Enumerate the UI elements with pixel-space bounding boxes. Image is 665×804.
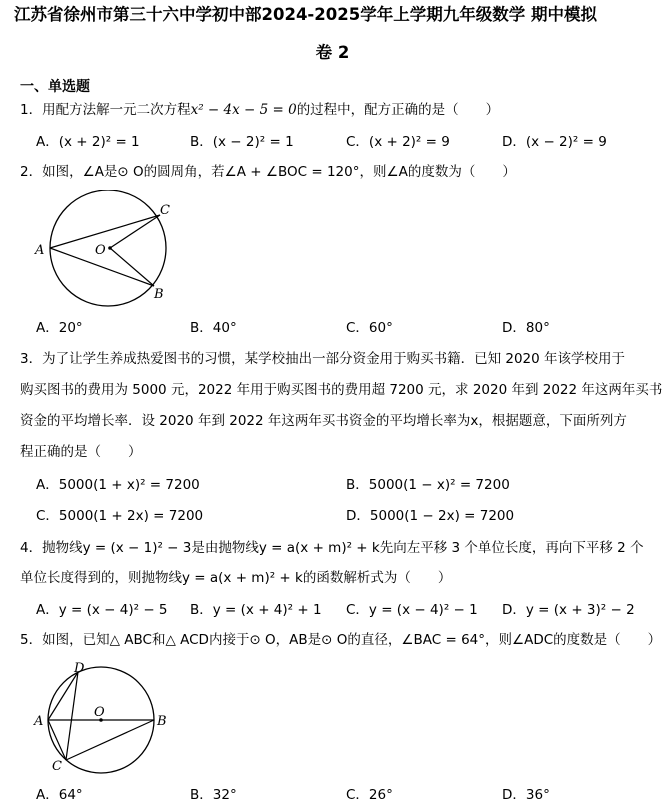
question-4-option-b[interactable]: B．y = (x + 4)² + 1 bbox=[190, 602, 322, 618]
question-3-option-b[interactable]: B．5000(1 − x)² = 7200 bbox=[346, 477, 510, 493]
question-4-option-a[interactable]: A．y = (x − 4)² − 5 bbox=[36, 602, 168, 618]
question-3-line-1: 3．为了让学生养成热爱图书的习惯，某学校抽出一部分资金用于购买书籍．已知 2020 年该学校用于 bbox=[20, 351, 626, 367]
question-3-option-d[interactable]: D．5000(1 − 2x) = 7200 bbox=[346, 508, 515, 524]
chord-ad bbox=[48, 672, 78, 720]
question-2-option-d[interactable]: D．80° bbox=[502, 320, 550, 336]
question-3-option-c[interactable]: C．5000(1 + 2x) = 7200 bbox=[36, 508, 204, 524]
question-2-option-a[interactable]: A．20° bbox=[36, 320, 83, 336]
question-3-option-a[interactable]: A．5000(1 + x)² = 7200 bbox=[36, 477, 200, 493]
label-o: O bbox=[94, 705, 105, 720]
question-2-option-b[interactable]: B．40° bbox=[190, 320, 237, 336]
question-1-stem: 1．用配方法解一元二次方程x² − 4x − 5 = 0的过程中，配方正确的是（ ） bbox=[20, 102, 500, 118]
question-1-option-d[interactable]: D．(x − 2)² = 9 bbox=[502, 134, 607, 150]
label-d: D bbox=[74, 661, 85, 676]
question-2-figure bbox=[30, 190, 180, 310]
question-4-option-d[interactable]: D．y = (x + 3)² − 2 bbox=[502, 602, 635, 618]
question-2-stem: 2．如图，∠A是⊙ O的圆周角，若∠A + ∠BOC = 120°，则∠A的度数为（ ） bbox=[20, 164, 516, 180]
label-a: A bbox=[35, 243, 45, 258]
question-5-figure bbox=[30, 660, 175, 778]
document-title: 江苏省徐州市第三十六中学初中部2024-2025学年上学期九年级数学 期中模拟 bbox=[14, 5, 597, 24]
label-b: B bbox=[154, 287, 164, 302]
question-1-option-a[interactable]: A．(x + 2)² = 1 bbox=[36, 134, 140, 150]
center-point bbox=[108, 246, 112, 250]
question-4-line-2: 单位长度得到的，则抛物线y = a(x + m)² + k的函数解析式为（ ） bbox=[20, 570, 452, 586]
question-3-line-3: 资金的平均增长率．设 2020 年到 2022 年这两年买书资金的平均增长率为x，根据题意，下面所列方 bbox=[20, 413, 627, 429]
question-5-option-c[interactable]: C．26° bbox=[346, 787, 393, 803]
chord-ac bbox=[48, 720, 66, 760]
question-3-line-4: 程正确的是（ ） bbox=[20, 444, 142, 460]
question-5-option-d[interactable]: D．36° bbox=[502, 787, 550, 803]
label-c: C bbox=[52, 759, 62, 774]
document-title-continued: 卷 2 bbox=[315, 43, 350, 62]
label-o: O bbox=[95, 243, 106, 258]
radius-oc bbox=[110, 215, 160, 248]
label-c: C bbox=[160, 203, 170, 218]
question-1-option-b[interactable]: B．(x − 2)² = 1 bbox=[190, 134, 294, 150]
question-2-option-c[interactable]: C．60° bbox=[346, 320, 393, 336]
question-1-option-c[interactable]: C．(x + 2)² = 9 bbox=[346, 134, 450, 150]
question-4-option-c[interactable]: C．y = (x − 4)² − 1 bbox=[346, 602, 478, 618]
circle-o bbox=[50, 190, 166, 306]
section-heading: 一、单选题 bbox=[20, 79, 90, 95]
question-4-line-1: 4．抛物线y = (x − 1)² − 3是由抛物线y = a(x + m)² + k先向左平移 3 个单位长度，再向下平移 2 个 bbox=[20, 540, 644, 556]
chord-cb bbox=[66, 720, 154, 760]
label-a: A bbox=[34, 714, 44, 729]
radius-ob bbox=[110, 248, 154, 286]
question-3-line-2: 购买图书的费用为 5000 元，2022 年用于购买图书的费用超 7200 元，求 2020 年到 2022 年这两年买书 bbox=[20, 382, 663, 398]
question-5-option-b[interactable]: B．32° bbox=[190, 787, 237, 803]
label-b: B bbox=[157, 714, 167, 729]
chord-dc bbox=[66, 672, 78, 760]
question-1-equation: x² − 4x − 5 = 0 bbox=[190, 102, 297, 118]
question-5-option-a[interactable]: A．64° bbox=[36, 787, 83, 803]
question-5-stem: 5．如图，已知△ ABC和△ ACD内接于⊙ O，AB是⊙ O的直径，∠BAC = 64°，则∠ADC的度数是（ ） bbox=[20, 632, 662, 648]
